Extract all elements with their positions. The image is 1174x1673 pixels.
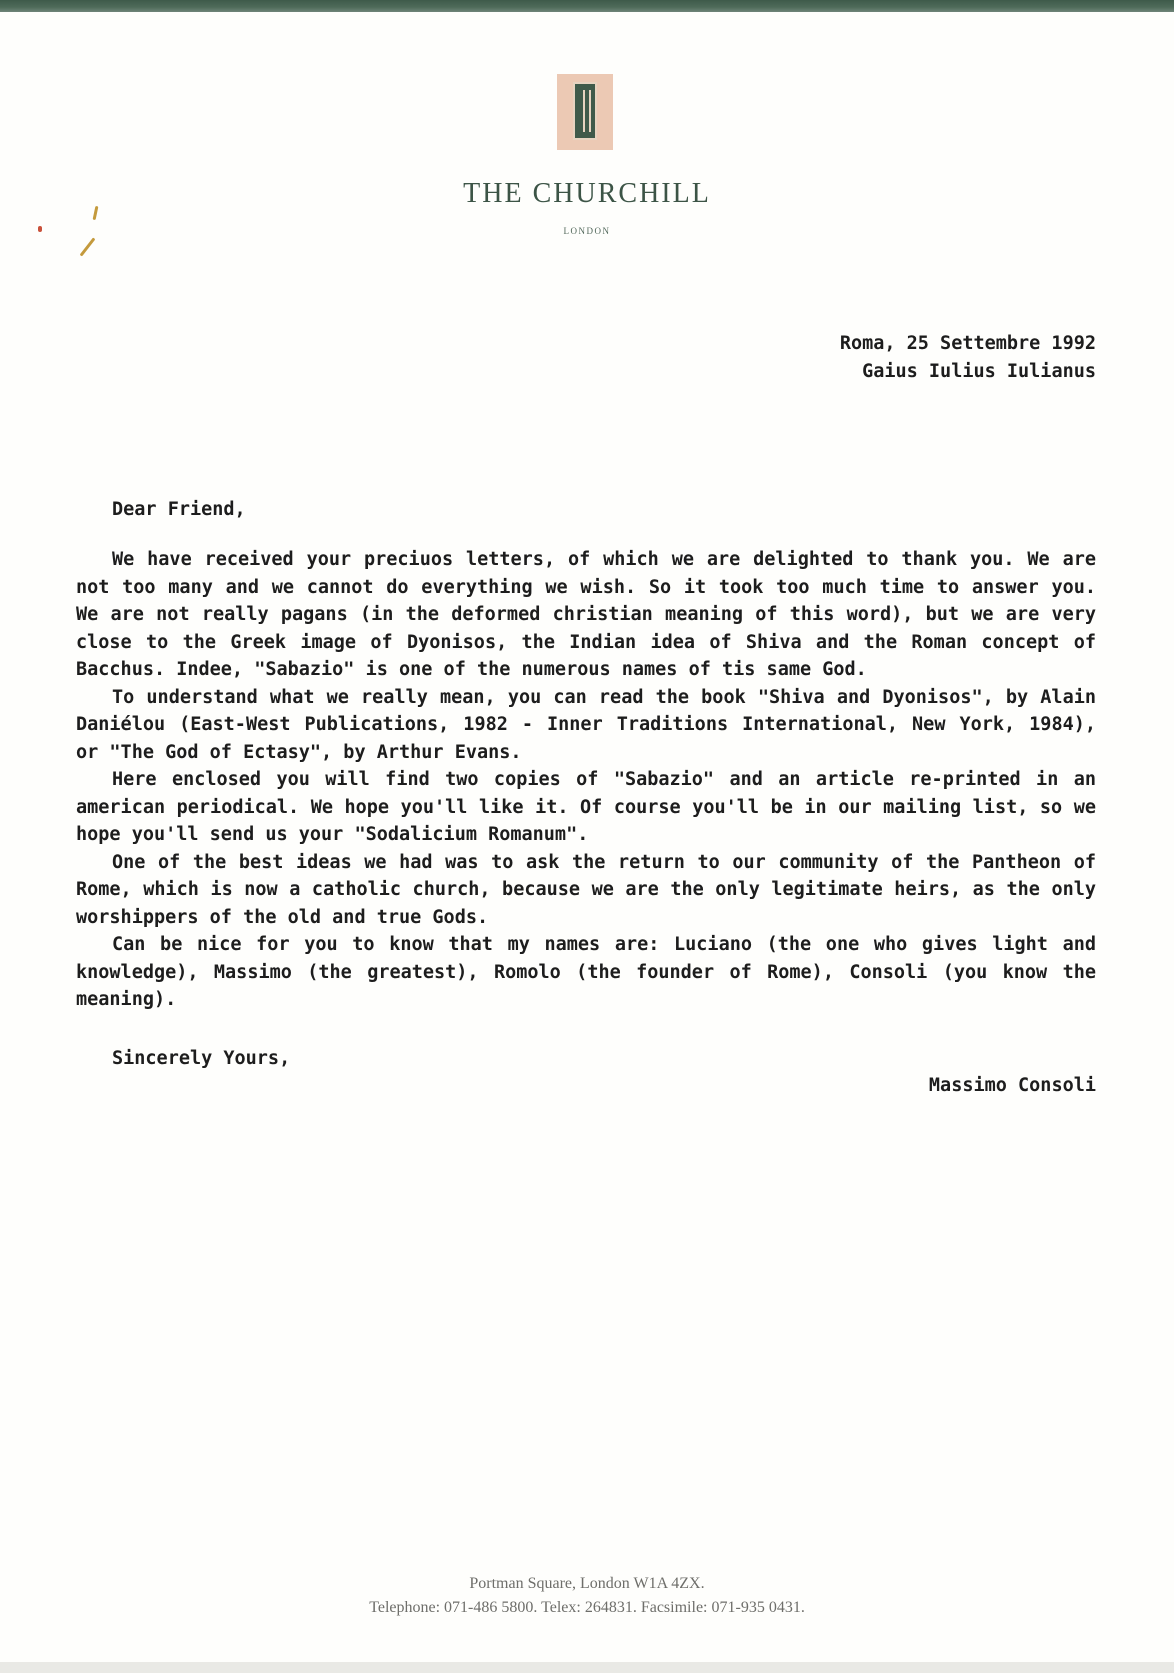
- body-paragraph: One of the best ideas we had was to ask the return to our community of the Pantheon of Rome, which is now a catholic church, because we are the only legitimate heirs, as the only worshippers of the old and true Gods.: [76, 851, 1096, 928]
- bottom-edge-strip: [0, 1662, 1174, 1673]
- body-paragraph: Here enclosed you will find two copies of "Sabazio" and an article re-printed in an american periodical. We hope you'll like it. Of course you'll be in our mailing list, so we hope you'll send us your "Sodalicium Romanum".: [76, 769, 1096, 845]
- ink-mark-stroke: [80, 237, 96, 256]
- footer-address: Portman Square, London W1A 4ZX.: [469, 1575, 705, 1592]
- signature: Massimo Consoli: [928, 1075, 1096, 1096]
- sender-name: Gaius Iulius Iulianus: [862, 361, 1096, 382]
- closing: Sincerely Yours,: [112, 1048, 291, 1069]
- letterhead-brand-city: LONDON: [563, 226, 611, 236]
- ink-mark-dot: [38, 226, 42, 232]
- letterhead-brand-name: THE CHURCHILL: [463, 178, 711, 209]
- footer-contacts: Telephone: 071-486 5800. Telex: 264831. Facsimile: 071-935 0431.: [369, 1599, 805, 1616]
- place-date: Roma, 25 Settembre 1992: [839, 333, 1096, 354]
- body-paragraph: We have received your preciuos letters, of which we are delighted to thank you. We are not too many and we cannot do everything we wish. So it took too much time to answer you. We are not really pagans (in the deformed christian meaning of this word), but we are very close to the Greek image of Dyonisos, the Indian idea of Shiva and the Roman concept of Bacchus. Indee, "Sabazio" is one of the numerous names of tis same God.: [76, 549, 1096, 680]
- salutation: Dear Friend,: [112, 499, 246, 520]
- body-paragraph: Can be nice for you to know that my names are: Luciano (the one who gives light and knowledge), Massimo (the greatest), Romolo (the founder of Rome), Consoli (you know the meaning).: [76, 934, 1096, 1010]
- letter-body: [76, 546, 1096, 1014]
- letter-header: [620, 330, 1096, 386]
- body-paragraph: To understand what we really mean, you can read the book "Shiva and Dyonisos", by Alain Daniélou (East-West Publications, 1982 - Inner Traditions International, New York, 1984), or "The God of Ectasy", by Arthur Evans.: [76, 686, 1096, 763]
- top-edge-strip: [0, 0, 1174, 12]
- churchill-monogram-logo-icon: [557, 74, 613, 150]
- letterhead-footer: [0, 1572, 1174, 1620]
